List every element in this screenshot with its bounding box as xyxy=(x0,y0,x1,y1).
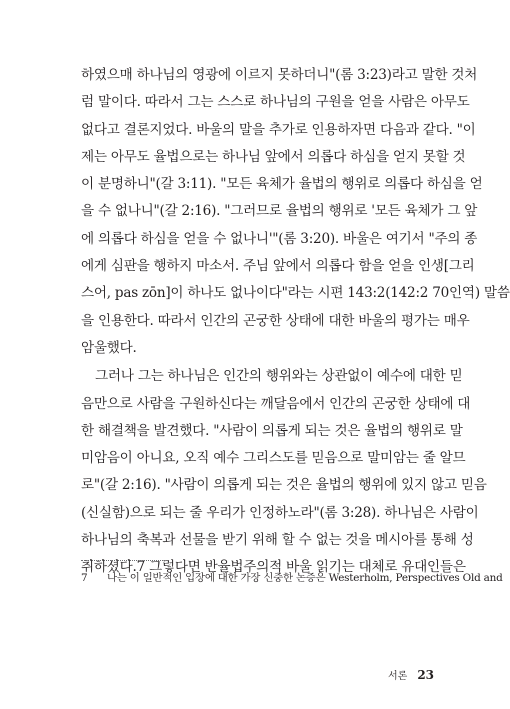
text-line: 한 해결책을 발견했다. "사람이 의롭게 되는 것은 율법의 행위로 말 xyxy=(81,422,463,439)
text-line: 없다고 결론지었다. 바울의 말을 추가로 인용하자면 다음과 같다. "이 xyxy=(81,121,476,138)
text-line: 제는 아무도 율법으로는 하나님 앞에서 의롭다 하심을 얻지 못할 것 xyxy=(81,148,466,165)
text-line: 이 분명하니"(갈 3:11). "모든 육체가 율법의 행위로 의롭다 하심을 얻 xyxy=(81,176,483,193)
page-number: 23 xyxy=(417,668,435,682)
text-line: 음만으로 사람을 구원하신다는 깨달음에서 인간의 곤궁한 상태에 대 xyxy=(81,395,471,412)
text-line: 스어, pas zōn]이 하나도 없나이다"라는 시편 143:2(142:2 70인역) 말씀 xyxy=(81,285,510,302)
running-footer xyxy=(388,667,434,682)
text-line: 에 의롭다 하심을 얻을 수 없나니'"(롬 3:20). 바울은 여기서 "주의 종 xyxy=(81,230,478,247)
footnote-number: 7 xyxy=(81,572,88,584)
text-line: 미암음이 아니요, 오직 예수 그리스도를 믿음으로 말미암는 줄 알므 xyxy=(81,450,466,467)
text-line: 로"(갈 2:16). "사람이 의롭게 되는 것은 율법의 행위에 있지 않고 믿음 xyxy=(81,477,487,494)
text-line: 그러나 그는 하나님은 인간의 행위와는 상관없이 예수에 대한 믿 xyxy=(95,368,463,385)
text-line: (신실함)으로 되는 줄 우리가 인정하노라"(롬 3:28). 하나님은 사람이 xyxy=(81,504,479,521)
text-line: 하나님의 축복과 선물을 받기 위해 할 수 없는 것을 메시아를 통해 성 xyxy=(81,532,474,549)
paragraph-1 xyxy=(81,62,510,362)
text-line: 에게 심판을 행하지 마소서. 주님 앞에서 의롭다 함을 얻을 인생[그리 xyxy=(81,258,475,275)
text-line: 암울했다. xyxy=(81,339,137,356)
footnote-divider xyxy=(81,560,165,561)
text-line: 하였으매 하나님의 영광에 이르지 못하더니"(롬 3:23)라고 말한 것처 xyxy=(81,67,478,83)
text-line: 취하셨다.7 그렇다면 반율법주의적 바울 읽기는 대체로 유대인들은 xyxy=(81,559,466,576)
text-line: 을 인용한다. 따라서 인간의 곤궁한 상태에 대한 바울의 평가는 매우 xyxy=(81,312,470,329)
footnote xyxy=(81,571,503,585)
text-line: 을 수 없나니"(갈 2:16). "그러므로 율법의 행위로 '모든 육체가 그 앞 xyxy=(81,203,478,220)
paragraph-2 xyxy=(81,363,487,581)
section-label: 서론 xyxy=(388,671,408,682)
text-line: 럼 말이다. 따라서 그는 스스로 하나님의 구원을 얻을 사람은 아무도 xyxy=(81,94,470,111)
body-text xyxy=(81,62,510,582)
footnote-text: 나는 이 일반적인 입장에 대한 가장 신중한 논증은 Westerholm, Perspectives Old and xyxy=(107,572,503,584)
